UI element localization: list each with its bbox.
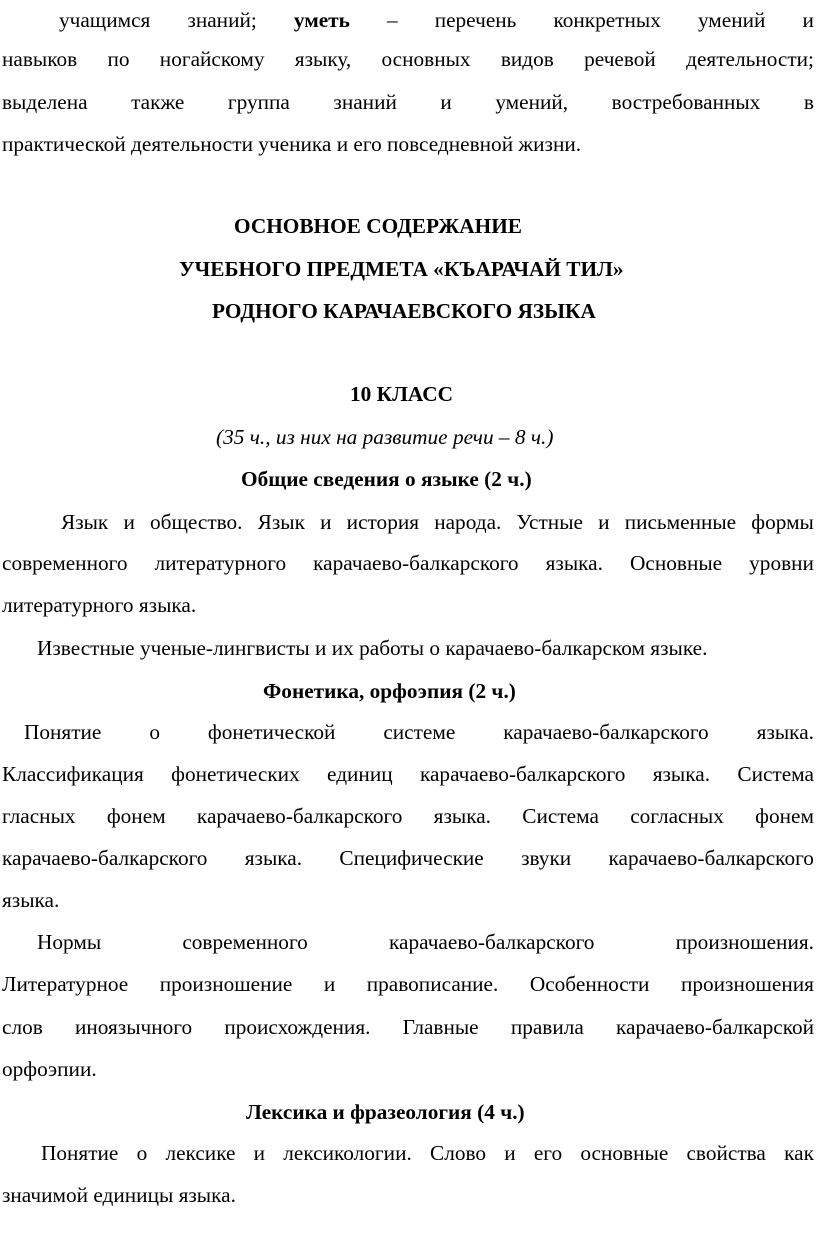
word: умений, [495, 90, 569, 114]
word: произношения. [675, 930, 814, 954]
word: в [803, 90, 814, 114]
word: происхождения. [224, 1015, 371, 1039]
section-title-phonetics: Фонетика, орфоэпия (2 ч.) [263, 679, 516, 703]
word: письменные [624, 510, 737, 534]
heading-line-2: УЧЕБНОГО ПРЕДМЕТА «КЪАРАЧАЙ ТИЛ» [179, 257, 624, 281]
intro-line-3 [0, 87, 816, 117]
word: свойства [686, 1141, 766, 1165]
word: основных [381, 47, 471, 71]
norms-line-3 [0, 1012, 816, 1042]
word: как [784, 1141, 814, 1165]
word: фонетических [171, 762, 300, 786]
word: иноязычного [74, 1015, 193, 1039]
word: Язык [61, 510, 109, 534]
word: видов [500, 47, 554, 71]
phonetics-line-5: языка. [2, 888, 60, 912]
heading-line-3: РОДНОГО КАРАЧАЕВСКОГО ЯЗЫКА [212, 299, 596, 323]
word: Устные [516, 510, 583, 534]
word: речевой [584, 47, 656, 71]
word: Понятие [41, 1141, 119, 1165]
word: произношения [680, 972, 814, 996]
word: карачаево-балкарского [196, 804, 403, 828]
word: и [504, 1141, 516, 1165]
phonetics-line-4 [0, 843, 816, 873]
intro-line-1 [0, 5, 816, 35]
word: языка. [244, 846, 303, 870]
word: Система [737, 762, 814, 786]
word: правописание. [366, 972, 499, 996]
word: уровни [749, 551, 814, 575]
norms-line-4: орфоэпии. [2, 1057, 97, 1081]
word: история [346, 510, 420, 534]
word: и [598, 510, 610, 534]
word: Понятие [24, 720, 102, 744]
word: перечень [434, 8, 517, 32]
word: слов [2, 1015, 43, 1039]
word: основные [580, 1141, 669, 1165]
word: фонетической [207, 720, 336, 744]
word: и [123, 510, 135, 534]
word: литературного [154, 551, 287, 575]
word: формы [751, 510, 814, 534]
intro-line-4: практической деятельности ученика и его повседневной жизни. [2, 132, 582, 156]
word: навыков [2, 47, 78, 71]
word: – [386, 8, 398, 32]
word: правила [510, 1015, 584, 1039]
word: Классификация [2, 762, 144, 786]
word: конкретных [553, 8, 661, 32]
word: гласных [2, 804, 76, 828]
word-bold: уметь [293, 8, 350, 32]
word: карачаево-балкарского [2, 846, 208, 870]
intro-line-2 [0, 44, 816, 74]
general-line-3: литературного языка. [2, 593, 197, 617]
word: произношение [159, 972, 293, 996]
word: звуки [521, 846, 572, 870]
word: о [149, 720, 160, 744]
word: ногайскому [159, 47, 265, 71]
word: группа [227, 90, 290, 114]
word: лексике [165, 1141, 236, 1165]
word: языка. [652, 762, 711, 786]
word: также [131, 90, 185, 114]
lexicon-line-1 [0, 1138, 816, 1168]
word: и [440, 90, 452, 114]
word: системе [383, 720, 456, 744]
word: Слово [430, 1141, 487, 1165]
word: и [253, 1141, 266, 1165]
word: фонем [755, 804, 814, 828]
word: общество. [150, 510, 243, 534]
word: языку, [294, 47, 352, 71]
word: единиц [327, 762, 393, 786]
word: карачаево-балкарской [616, 1015, 814, 1039]
word: умений [697, 8, 766, 32]
word: языка. [756, 720, 814, 744]
word: Основные [630, 551, 723, 575]
word: выделена [2, 90, 88, 114]
word: Особенности [529, 972, 650, 996]
word: и [323, 972, 336, 996]
norms-line-1 [0, 927, 816, 957]
section-title-general: Общие сведения о языке (2 ч.) [241, 467, 532, 491]
word: Система [522, 804, 599, 828]
heading-line-1: ОСНОВНОЕ СОДЕРЖАНИЕ [234, 214, 522, 238]
word: лексикологии. [283, 1141, 412, 1165]
word: согласных [630, 804, 724, 828]
norms-line-2 [0, 969, 816, 999]
word: народа. [434, 510, 502, 534]
word: и [802, 8, 814, 32]
word: карачаево-балкарского [313, 551, 519, 575]
word: учащимся [59, 8, 151, 32]
word: карачаево-балкарского [389, 930, 595, 954]
word: Главные [402, 1015, 479, 1039]
phonetics-line-1 [0, 717, 816, 747]
word: Литературное [2, 972, 129, 996]
section-title-lexicon: Лексика и фразеология (4 ч.) [246, 1100, 525, 1124]
grade-hours: (35 ч., из них на развитие речи – 8 ч.) [216, 425, 554, 449]
grade-title: 10 КЛАСС [350, 382, 454, 406]
word: Специфические [339, 846, 484, 870]
word: о [136, 1141, 148, 1165]
general-line-2 [0, 548, 816, 578]
word: Нормы [37, 930, 102, 954]
word: востребованных [611, 90, 761, 114]
word: деятельности; [686, 47, 814, 71]
word: современного [182, 930, 308, 954]
word: знаний [333, 90, 397, 114]
word: фонем [106, 804, 166, 828]
word: карачаево-балкарского [503, 720, 709, 744]
word: знаний; [187, 8, 257, 32]
word: по [107, 47, 130, 71]
word: современного [2, 551, 128, 575]
word: карачаево-балкарского [419, 762, 626, 786]
general-line-4: Известные ученые-лингвисты и их работы о карачаево-балкарском языке. [37, 636, 708, 660]
general-line-1 [0, 507, 816, 537]
word: языка. [545, 551, 603, 575]
word: языка. [433, 804, 491, 828]
word: карачаево-балкарского [608, 846, 814, 870]
phonetics-line-2 [0, 759, 816, 789]
word: Язык [257, 510, 305, 534]
lexicon-line-2: значимой единицы языка. [2, 1183, 236, 1207]
word: и [320, 510, 332, 534]
phonetics-line-3 [0, 801, 816, 831]
word: его [533, 1141, 563, 1165]
